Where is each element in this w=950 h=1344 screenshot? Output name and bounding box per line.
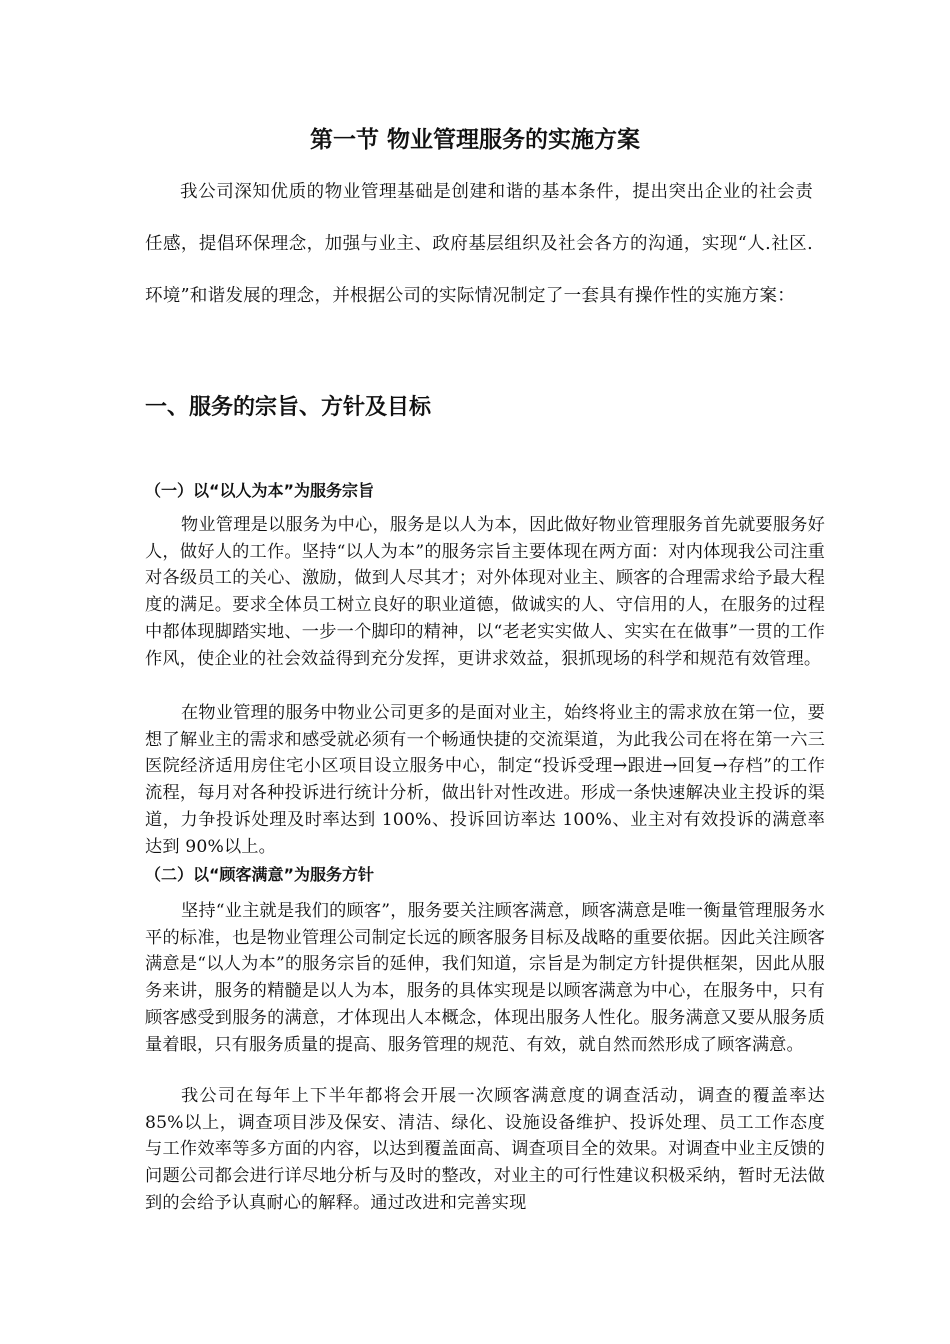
intro-paragraph: 我公司深知优质的物业管理基础是创建和谐的基本条件，提出突出企业的社会责任感，提倡环保理念，加强与业主、政府基层组织及社会各方的沟通，实现“人.社区.环境”和谐发展的理念，并根据公司的实际情况制定了一套具有操作性的实施方案： xyxy=(145,182,813,306)
page-title: 第一节 物业管理服务的实施方案 xyxy=(309,127,640,153)
subsection-heading-1: （一）以“以人为本”为服务宗旨 xyxy=(145,481,375,500)
section-heading: 一、服务的宗旨、方针及目标 xyxy=(145,395,432,420)
paragraph-4: 我公司在每年上下半年都将会开展一次顾客满意度的调查活动，调查的覆盖率达 85%以上，调查项目涉及保安、清洁、绿化、设施设备维护、投诉处理、员工工作态度与工作效率等多方面的内容，以达到覆盖面高、调查项目全的效果。对调查中业主反馈的问题公司都会进行详尽地分析与及时的整改，对业主的可行性建议积极采纳，暂时无法做到的会给予认真耐心的解释。通过改进和完善实现 xyxy=(145,1086,825,1213)
paragraph-1: 物业管理是以服务为中心，服务是以人为本，因此做好物业管理服务首先就要服务好人，做好人的工作。坚持“以人为本”的服务宗旨主要体现在两方面：对内体现我公司注重对各级员工的关心、激励，做到人尽其才；对外体现对业主、顾客的合理需求给予最大程度的满足。要求全体员工树立良好的职业道德，做诚实的人、守信用的人，在服务的过程中都体现脚踏实地、一步一个脚印的精神，以“老老实实做人、实实在在做事”一贯的工作作风，使企业的社会效益得到充分发挥，更讲求效益，狠抓现场的科学和规范有效管理。 xyxy=(145,515,825,669)
subsection-heading-2: （二）以“顾客满意”为服务方针 xyxy=(145,865,375,884)
paragraph-3: 坚持“业主就是我们的顾客”，服务要关注顾客满意，顾客满意是唯一衡量管理服务水平的标准，也是物业管理公司制定长远的顾客服务目标及战略的重要依据。因此关注顾客满意是“以人为本”的服务宗旨的延伸，我们知道，宗旨是为制定方针提供框架，因此从服务来讲，服务的精髓是以人为本，服务的具体实现是以顾客满意为中心，在服务中，只有顾客感受到服务的满意，才体现出人本概念，体现出服务人性化。服务满意又要从服务质量着眼，只有服务质量的提高、服务管理的规范、有效，就自然而然形成了顾客满意。 xyxy=(145,901,825,1055)
paragraph-2: 在物业管理的服务中物业公司更多的是面对业主，始终将业主的需求放在第一位，要想了解业主的需求和感受就必须有一个畅通快捷的交流渠道，为此我公司在将在第一六三医院经济适用房住宅小区项目设立服务中心，制定“投诉受理→跟进→回复→存档”的工作流程，每月对各种投诉进行统计分析，做出针对性改进。形成一条快速解决业主投诉的渠道，力争投诉处理及时率达到 100%、投诉回访率达 100%、业主对有效投诉的满意率达到 90%以上。 xyxy=(145,703,825,857)
